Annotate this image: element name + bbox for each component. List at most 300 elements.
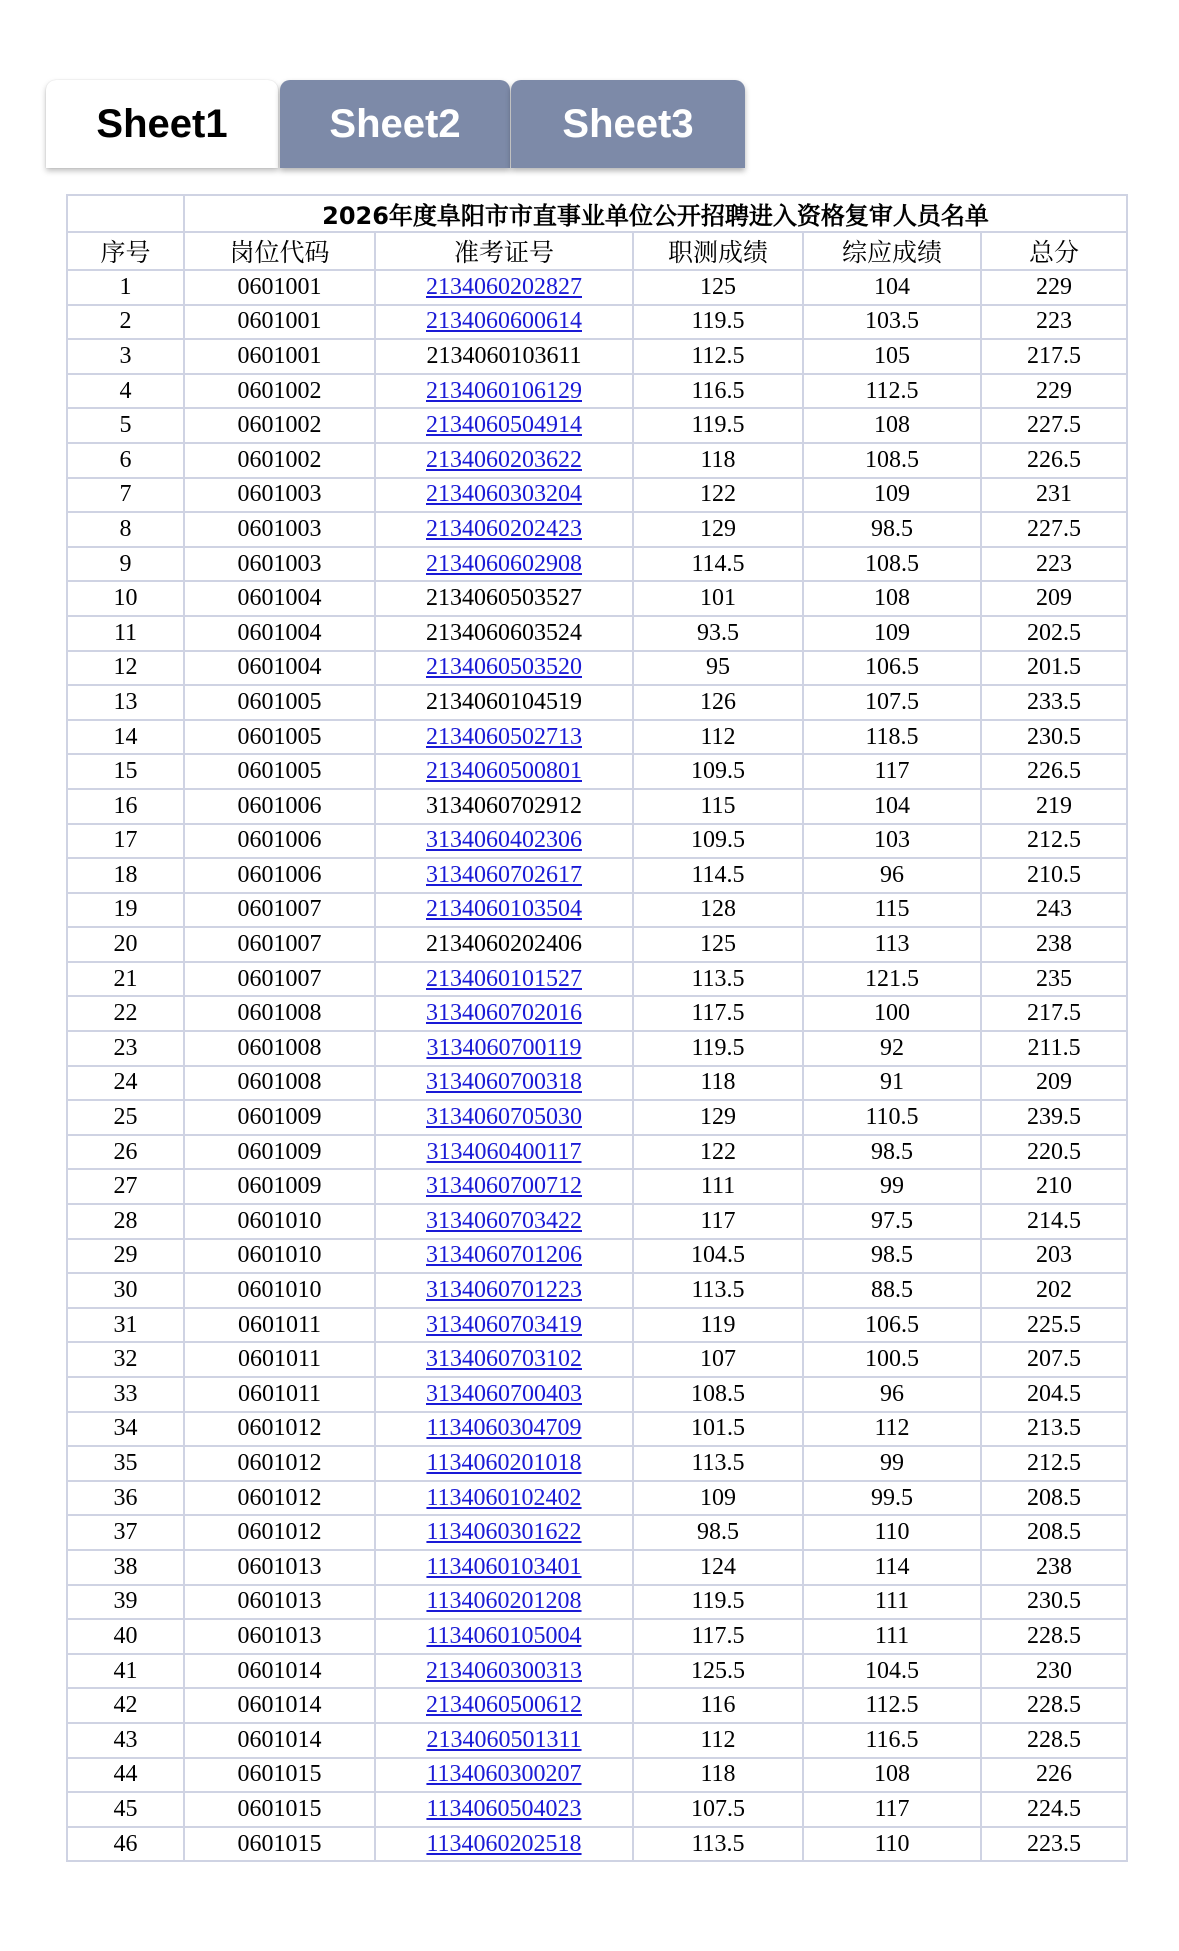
cell-total[interactable]: 223 (981, 547, 1127, 582)
cell-exam-id[interactable] (375, 962, 633, 997)
cell-no[interactable]: 31 (67, 1308, 184, 1343)
cell-exam-id[interactable] (375, 720, 633, 755)
tab-sheet2[interactable]: Sheet2 (280, 80, 510, 168)
cell-no[interactable]: 23 (67, 1031, 184, 1066)
cell-zhice[interactable]: 116.5 (633, 374, 803, 409)
cell-post[interactable]: 0601007 (184, 893, 375, 928)
cell-total[interactable]: 239.5 (981, 1100, 1127, 1135)
cell-zongying[interactable]: 108 (803, 581, 981, 616)
cell-zhice[interactable]: 125 (633, 270, 803, 305)
cell-zhice[interactable]: 107.5 (633, 1792, 803, 1827)
header-cell-zhice[interactable]: 职测成绩 (633, 232, 803, 270)
cell-total[interactable]: 201.5 (981, 651, 1127, 686)
cell-zhice[interactable]: 122 (633, 478, 803, 513)
cell-zhice[interactable]: 119 (633, 1308, 803, 1343)
cell-zongying[interactable]: 99 (803, 1446, 981, 1481)
cell-post[interactable]: 0601006 (184, 824, 375, 859)
exam-id-link[interactable]: 2134060101527 (426, 965, 582, 992)
cell-zongying[interactable]: 91 (803, 1066, 981, 1101)
cell-exam-id[interactable] (375, 651, 633, 686)
cell-zhice[interactable]: 129 (633, 512, 803, 547)
cell-exam-id[interactable] (375, 893, 633, 928)
cell-post[interactable]: 0601009 (184, 1135, 375, 1170)
cell-zhice[interactable]: 115 (633, 789, 803, 824)
cell-exam-id[interactable] (375, 1135, 633, 1170)
cell-total[interactable]: 202 (981, 1273, 1127, 1308)
exam-id-link[interactable]: 2134060602908 (426, 550, 582, 577)
cell-no[interactable]: 4 (67, 374, 184, 409)
cell-exam-id[interactable] (375, 1066, 633, 1101)
header-cell-post[interactable]: 岗位代码 (184, 232, 375, 270)
exam-id-link[interactable]: 2134060503520 (426, 654, 582, 681)
cell-exam-id[interactable] (375, 1515, 633, 1550)
cell-exam-id[interactable] (375, 270, 633, 305)
cell-exam-id[interactable] (375, 1446, 633, 1481)
cell-zhice[interactable]: 126 (633, 685, 803, 720)
cell-total[interactable]: 209 (981, 581, 1127, 616)
cell-zhice[interactable]: 98.5 (633, 1515, 803, 1550)
cell-no[interactable]: 44 (67, 1758, 184, 1793)
exam-id-link[interactable]: 3134060700403 (426, 1380, 582, 1407)
cell-zongying[interactable]: 103 (803, 824, 981, 859)
cell-no[interactable]: 5 (67, 408, 184, 443)
cell-total[interactable]: 230.5 (981, 720, 1127, 755)
cell-zongying[interactable]: 97.5 (803, 1204, 981, 1239)
cell-exam-id[interactable] (375, 1481, 633, 1516)
cell-exam-id[interactable]: 2134060202406 (375, 927, 633, 962)
cell-post[interactable]: 0601008 (184, 996, 375, 1031)
cell-zongying[interactable]: 115 (803, 893, 981, 928)
cell-no[interactable]: 22 (67, 996, 184, 1031)
cell-total[interactable]: 220.5 (981, 1135, 1127, 1170)
cell-zhice[interactable]: 119.5 (633, 408, 803, 443)
cell-zongying[interactable]: 100 (803, 996, 981, 1031)
cell-zhice[interactable]: 117.5 (633, 996, 803, 1031)
cell-exam-id[interactable] (375, 1723, 633, 1758)
cell-post[interactable]: 0601004 (184, 581, 375, 616)
cell-zongying[interactable]: 111 (803, 1585, 981, 1620)
exam-id-link[interactable]: 2134060504914 (426, 412, 582, 439)
cell-zongying[interactable]: 106.5 (803, 1308, 981, 1343)
exam-id-link[interactable]: 2134060600614 (426, 308, 582, 335)
cell-exam-id[interactable] (375, 478, 633, 513)
cell-total[interactable]: 228.5 (981, 1619, 1127, 1654)
exam-id-link[interactable]: 1134060103401 (426, 1553, 582, 1580)
cell-zhice[interactable]: 128 (633, 893, 803, 928)
cell-zongying[interactable]: 103.5 (803, 305, 981, 340)
sheet-title[interactable]: 2026年度阜阳市市直事业单位公开招聘进入资格复审人员名单 (184, 195, 1127, 232)
cell-exam-id[interactable] (375, 547, 633, 582)
cell-total[interactable]: 211.5 (981, 1031, 1127, 1066)
cell-no[interactable]: 45 (67, 1792, 184, 1827)
cell-exam-id[interactable] (375, 1758, 633, 1793)
cell-zongying[interactable]: 108.5 (803, 443, 981, 478)
cell-exam-id[interactable] (375, 1377, 633, 1412)
cell-no[interactable]: 15 (67, 754, 184, 789)
cell-post[interactable]: 0601008 (184, 1066, 375, 1101)
cell-no[interactable]: 25 (67, 1100, 184, 1135)
cell-zongying[interactable]: 112.5 (803, 374, 981, 409)
exam-id-link[interactable]: 3134060703419 (426, 1311, 582, 1338)
cell-post[interactable]: 0601002 (184, 374, 375, 409)
cell-zhice[interactable]: 118 (633, 1066, 803, 1101)
exam-id-link[interactable]: 3134060400117 (426, 1138, 582, 1165)
cell-no[interactable]: 34 (67, 1412, 184, 1447)
cell-no[interactable]: 29 (67, 1239, 184, 1274)
cell-no[interactable]: 8 (67, 512, 184, 547)
cell-zongying[interactable]: 112 (803, 1412, 981, 1447)
cell-post[interactable]: 0601015 (184, 1827, 375, 1862)
cell-exam-id[interactable]: 2134060503527 (375, 581, 633, 616)
cell-total[interactable]: 217.5 (981, 339, 1127, 374)
cell-zongying[interactable]: 96 (803, 858, 981, 893)
cell-total[interactable]: 229 (981, 270, 1127, 305)
cell-total[interactable]: 212.5 (981, 824, 1127, 859)
cell-zhice[interactable]: 125 (633, 927, 803, 962)
cell-zhice[interactable]: 104.5 (633, 1239, 803, 1274)
cell-zhice[interactable]: 95 (633, 651, 803, 686)
header-cell-exam-id[interactable]: 准考证号 (375, 232, 633, 270)
cell-no[interactable]: 6 (67, 443, 184, 478)
cell-total[interactable]: 228.5 (981, 1688, 1127, 1723)
cell-zongying[interactable]: 117 (803, 1792, 981, 1827)
cell-exam-id[interactable]: 2134060103611 (375, 339, 633, 374)
cell-post[interactable]: 0601002 (184, 408, 375, 443)
cell-zhice[interactable]: 109 (633, 1481, 803, 1516)
cell-exam-id[interactable]: 3134060702912 (375, 789, 633, 824)
cell-exam-id[interactable] (375, 1412, 633, 1447)
cell-post[interactable]: 0601006 (184, 789, 375, 824)
cell-exam-id[interactable] (375, 1688, 633, 1723)
cell-post[interactable]: 0601012 (184, 1412, 375, 1447)
cell-total[interactable]: 209 (981, 1066, 1127, 1101)
cell-no[interactable]: 26 (67, 1135, 184, 1170)
cell-total[interactable]: 204.5 (981, 1377, 1127, 1412)
cell-zongying[interactable]: 117 (803, 754, 981, 789)
cell-post[interactable]: 0601010 (184, 1273, 375, 1308)
cell-post[interactable]: 0601015 (184, 1758, 375, 1793)
exam-id-link[interactable]: 3134060701223 (426, 1277, 582, 1304)
cell-zhice[interactable]: 101.5 (633, 1412, 803, 1447)
cell-total[interactable]: 223.5 (981, 1827, 1127, 1862)
cell-post[interactable]: 0601012 (184, 1481, 375, 1516)
cell-post[interactable]: 0601003 (184, 478, 375, 513)
cell-zhice[interactable]: 116 (633, 1688, 803, 1723)
exam-id-link[interactable]: 2134060300313 (426, 1657, 582, 1684)
cell-total[interactable]: 230 (981, 1654, 1127, 1689)
exam-id-link[interactable]: 1134060304709 (426, 1415, 582, 1442)
cell-total[interactable]: 235 (981, 962, 1127, 997)
cell-exam-id[interactable] (375, 1827, 633, 1862)
cell-no[interactable]: 12 (67, 651, 184, 686)
cell-exam-id[interactable] (375, 1169, 633, 1204)
exam-id-link[interactable]: 1134060300207 (426, 1761, 582, 1788)
cell-zhice[interactable]: 119.5 (633, 1031, 803, 1066)
exam-id-link[interactable]: 2134060202827 (426, 273, 582, 300)
cell-post[interactable]: 0601005 (184, 754, 375, 789)
cell-no[interactable]: 33 (67, 1377, 184, 1412)
cell-total[interactable]: 228.5 (981, 1723, 1127, 1758)
cell-exam-id[interactable] (375, 1308, 633, 1343)
cell-zhice[interactable]: 122 (633, 1135, 803, 1170)
cell-zhice[interactable]: 129 (633, 1100, 803, 1135)
cell-post[interactable]: 0601001 (184, 270, 375, 305)
cell-zongying[interactable]: 110 (803, 1827, 981, 1862)
exam-id-link[interactable]: 2134060502713 (426, 723, 582, 750)
cell-zhice[interactable]: 119.5 (633, 305, 803, 340)
cell-no[interactable]: 40 (67, 1619, 184, 1654)
header-cell-no[interactable]: 序号 (67, 232, 184, 270)
cell-zongying[interactable]: 110.5 (803, 1100, 981, 1135)
cell-zongying[interactable]: 104.5 (803, 1654, 981, 1689)
cell-no[interactable]: 24 (67, 1066, 184, 1101)
cell-no[interactable]: 21 (67, 962, 184, 997)
exam-id-link[interactable]: 2134060501311 (426, 1726, 582, 1753)
cell-no[interactable]: 7 (67, 478, 184, 513)
cell-zongying[interactable]: 99.5 (803, 1481, 981, 1516)
cell-no[interactable]: 30 (67, 1273, 184, 1308)
cell-total[interactable]: 226 (981, 1758, 1127, 1793)
exam-id-link[interactable]: 3134060703102 (426, 1346, 582, 1373)
cell-exam-id[interactable] (375, 1585, 633, 1620)
cell-zongying[interactable]: 113 (803, 927, 981, 962)
cell-no[interactable]: 36 (67, 1481, 184, 1516)
cell-no[interactable]: 13 (67, 685, 184, 720)
cell-no[interactable]: 17 (67, 824, 184, 859)
cell-zongying[interactable]: 108 (803, 408, 981, 443)
cell-total[interactable]: 219 (981, 789, 1127, 824)
cell-zongying[interactable]: 114 (803, 1550, 981, 1585)
cell-no[interactable]: 16 (67, 789, 184, 824)
cell-total[interactable]: 210.5 (981, 858, 1127, 893)
cell-exam-id[interactable] (375, 512, 633, 547)
exam-id-link[interactable]: 1134060105004 (426, 1622, 582, 1649)
cell-exam-id[interactable] (375, 1273, 633, 1308)
cell-zhice[interactable]: 93.5 (633, 616, 803, 651)
exam-id-link[interactable]: 2134060203622 (426, 446, 582, 473)
cell-zhice[interactable]: 118 (633, 443, 803, 478)
cell-exam-id[interactable] (375, 1204, 633, 1239)
cell-zhice[interactable]: 119.5 (633, 1585, 803, 1620)
exam-id-link[interactable]: 2134060303204 (426, 481, 582, 508)
cell-no[interactable]: 20 (67, 927, 184, 962)
cell-no[interactable]: 18 (67, 858, 184, 893)
cell-zhice[interactable]: 117.5 (633, 1619, 803, 1654)
cell-total[interactable]: 238 (981, 927, 1127, 962)
exam-id-link[interactable]: 3134060701206 (426, 1242, 582, 1269)
cell-zongying[interactable]: 99 (803, 1169, 981, 1204)
cell-exam-id[interactable] (375, 1342, 633, 1377)
cell-zhice[interactable]: 118 (633, 1758, 803, 1793)
cell-post[interactable]: 0601013 (184, 1619, 375, 1654)
cell-no[interactable]: 46 (67, 1827, 184, 1862)
cell-exam-id[interactable]: 2134060104519 (375, 685, 633, 720)
cell-no[interactable]: 37 (67, 1515, 184, 1550)
cell-zhice[interactable]: 117 (633, 1204, 803, 1239)
exam-id-link[interactable]: 3134060705030 (426, 1104, 582, 1131)
exam-id-link[interactable]: 1134060201018 (426, 1449, 582, 1476)
cell-post[interactable]: 0601012 (184, 1446, 375, 1481)
cell-no[interactable]: 2 (67, 305, 184, 340)
cell-exam-id[interactable] (375, 1792, 633, 1827)
exam-id-link[interactable]: 2134060500612 (426, 1692, 582, 1719)
cell-total[interactable]: 233.5 (981, 685, 1127, 720)
corner-cell[interactable] (67, 195, 184, 232)
exam-id-link[interactable]: 1134060504023 (426, 1795, 582, 1822)
cell-no[interactable]: 39 (67, 1585, 184, 1620)
cell-total[interactable]: 208.5 (981, 1515, 1127, 1550)
header-cell-zongying[interactable]: 综应成绩 (803, 232, 981, 270)
cell-post[interactable]: 0601001 (184, 339, 375, 374)
cell-no[interactable]: 11 (67, 616, 184, 651)
cell-exam-id[interactable] (375, 443, 633, 478)
cell-zongying[interactable]: 98.5 (803, 1239, 981, 1274)
exam-id-link[interactable]: 1134060301622 (426, 1519, 582, 1546)
cell-zhice[interactable]: 101 (633, 581, 803, 616)
cell-post[interactable]: 0601004 (184, 616, 375, 651)
cell-post[interactable]: 0601005 (184, 720, 375, 755)
cell-exam-id[interactable] (375, 754, 633, 789)
cell-zhice[interactable]: 113.5 (633, 1273, 803, 1308)
cell-total[interactable]: 230.5 (981, 1585, 1127, 1620)
cell-post[interactable]: 0601015 (184, 1792, 375, 1827)
cell-zongying[interactable]: 96 (803, 1377, 981, 1412)
cell-zhice[interactable]: 113.5 (633, 1827, 803, 1862)
cell-no[interactable]: 9 (67, 547, 184, 582)
exam-id-link[interactable]: 2134060500801 (426, 758, 582, 785)
cell-total[interactable]: 225.5 (981, 1308, 1127, 1343)
cell-no[interactable]: 38 (67, 1550, 184, 1585)
cell-zongying[interactable]: 88.5 (803, 1273, 981, 1308)
cell-no[interactable]: 41 (67, 1654, 184, 1689)
cell-exam-id[interactable] (375, 1550, 633, 1585)
cell-exam-id[interactable] (375, 996, 633, 1031)
cell-zongying[interactable]: 111 (803, 1619, 981, 1654)
cell-no[interactable]: 42 (67, 1688, 184, 1723)
cell-exam-id[interactable] (375, 1031, 633, 1066)
exam-id-link[interactable]: 3134060700119 (426, 1034, 582, 1061)
cell-no[interactable]: 10 (67, 581, 184, 616)
cell-zongying[interactable]: 109 (803, 616, 981, 651)
cell-zhice[interactable]: 109.5 (633, 754, 803, 789)
cell-no[interactable]: 1 (67, 270, 184, 305)
cell-post[interactable]: 0601011 (184, 1308, 375, 1343)
cell-exam-id[interactable] (375, 408, 633, 443)
cell-zongying[interactable]: 110 (803, 1515, 981, 1550)
cell-no[interactable]: 35 (67, 1446, 184, 1481)
cell-exam-id[interactable] (375, 1239, 633, 1274)
cell-no[interactable]: 14 (67, 720, 184, 755)
cell-exam-id[interactable] (375, 305, 633, 340)
cell-total[interactable]: 210 (981, 1169, 1127, 1204)
cell-post[interactable]: 0601014 (184, 1688, 375, 1723)
cell-post[interactable]: 0601007 (184, 927, 375, 962)
cell-zhice[interactable]: 107 (633, 1342, 803, 1377)
cell-zongying[interactable]: 108.5 (803, 547, 981, 582)
exam-id-link[interactable]: 1134060201208 (426, 1588, 582, 1615)
cell-total[interactable]: 243 (981, 893, 1127, 928)
cell-post[interactable]: 0601005 (184, 685, 375, 720)
exam-id-link[interactable]: 1134060102402 (426, 1484, 582, 1511)
cell-zongying[interactable]: 112.5 (803, 1688, 981, 1723)
cell-zongying[interactable]: 121.5 (803, 962, 981, 997)
cell-exam-id[interactable]: 2134060603524 (375, 616, 633, 651)
cell-post[interactable]: 0601012 (184, 1515, 375, 1550)
cell-post[interactable]: 0601006 (184, 858, 375, 893)
cell-total[interactable]: 238 (981, 1550, 1127, 1585)
exam-id-link[interactable]: 3134060702617 (426, 861, 582, 888)
cell-exam-id[interactable] (375, 1100, 633, 1135)
cell-post[interactable]: 0601013 (184, 1585, 375, 1620)
cell-total[interactable]: 223 (981, 305, 1127, 340)
exam-id-link[interactable]: 3134060700712 (426, 1173, 582, 1200)
cell-total[interactable]: 203 (981, 1239, 1127, 1274)
cell-post[interactable]: 0601013 (184, 1550, 375, 1585)
cell-zongying[interactable]: 98.5 (803, 1135, 981, 1170)
cell-zongying[interactable]: 98.5 (803, 512, 981, 547)
cell-total[interactable]: 212.5 (981, 1446, 1127, 1481)
cell-post[interactable]: 0601001 (184, 305, 375, 340)
cell-zongying[interactable]: 105 (803, 339, 981, 374)
cell-zongying[interactable]: 109 (803, 478, 981, 513)
cell-zhice[interactable]: 124 (633, 1550, 803, 1585)
cell-zhice[interactable]: 113.5 (633, 1446, 803, 1481)
cell-no[interactable]: 32 (67, 1342, 184, 1377)
cell-total[interactable]: 227.5 (981, 408, 1127, 443)
exam-id-link[interactable]: 3134060700318 (426, 1069, 582, 1096)
cell-post[interactable]: 0601002 (184, 443, 375, 478)
cell-zhice[interactable]: 111 (633, 1169, 803, 1204)
exam-id-link[interactable]: 3134060703422 (426, 1207, 582, 1234)
cell-post[interactable]: 0601011 (184, 1342, 375, 1377)
exam-id-link[interactable]: 2134060103504 (426, 896, 582, 923)
cell-zongying[interactable]: 92 (803, 1031, 981, 1066)
cell-post[interactable]: 0601004 (184, 651, 375, 686)
cell-zhice[interactable]: 112 (633, 1723, 803, 1758)
exam-id-link[interactable]: 2134060202423 (426, 515, 582, 542)
cell-zhice[interactable]: 114.5 (633, 858, 803, 893)
tab-sheet3[interactable]: Sheet3 (511, 80, 745, 168)
cell-zongying[interactable]: 100.5 (803, 1342, 981, 1377)
cell-zongying[interactable]: 104 (803, 789, 981, 824)
cell-total[interactable]: 227.5 (981, 512, 1127, 547)
cell-no[interactable]: 19 (67, 893, 184, 928)
cell-total[interactable]: 231 (981, 478, 1127, 513)
cell-no[interactable]: 3 (67, 339, 184, 374)
cell-total[interactable]: 214.5 (981, 1204, 1127, 1239)
cell-post[interactable]: 0601009 (184, 1100, 375, 1135)
cell-exam-id[interactable] (375, 858, 633, 893)
cell-zhice[interactable]: 112 (633, 720, 803, 755)
cell-post[interactable]: 0601011 (184, 1377, 375, 1412)
cell-zhice[interactable]: 112.5 (633, 339, 803, 374)
cell-total[interactable]: 229 (981, 374, 1127, 409)
tab-sheet1[interactable]: Sheet1 (46, 80, 278, 168)
cell-total[interactable]: 226.5 (981, 443, 1127, 478)
cell-total[interactable]: 217.5 (981, 996, 1127, 1031)
exam-id-link[interactable]: 1134060202518 (426, 1830, 582, 1857)
cell-post[interactable]: 0601009 (184, 1169, 375, 1204)
cell-zhice[interactable]: 108.5 (633, 1377, 803, 1412)
cell-no[interactable]: 27 (67, 1169, 184, 1204)
cell-post[interactable]: 0601010 (184, 1204, 375, 1239)
cell-post[interactable]: 0601010 (184, 1239, 375, 1274)
cell-zongying[interactable]: 118.5 (803, 720, 981, 755)
cell-zongying[interactable]: 106.5 (803, 651, 981, 686)
exam-id-link[interactable]: 2134060106129 (426, 377, 582, 404)
cell-zongying[interactable]: 107.5 (803, 685, 981, 720)
cell-total[interactable]: 202.5 (981, 616, 1127, 651)
